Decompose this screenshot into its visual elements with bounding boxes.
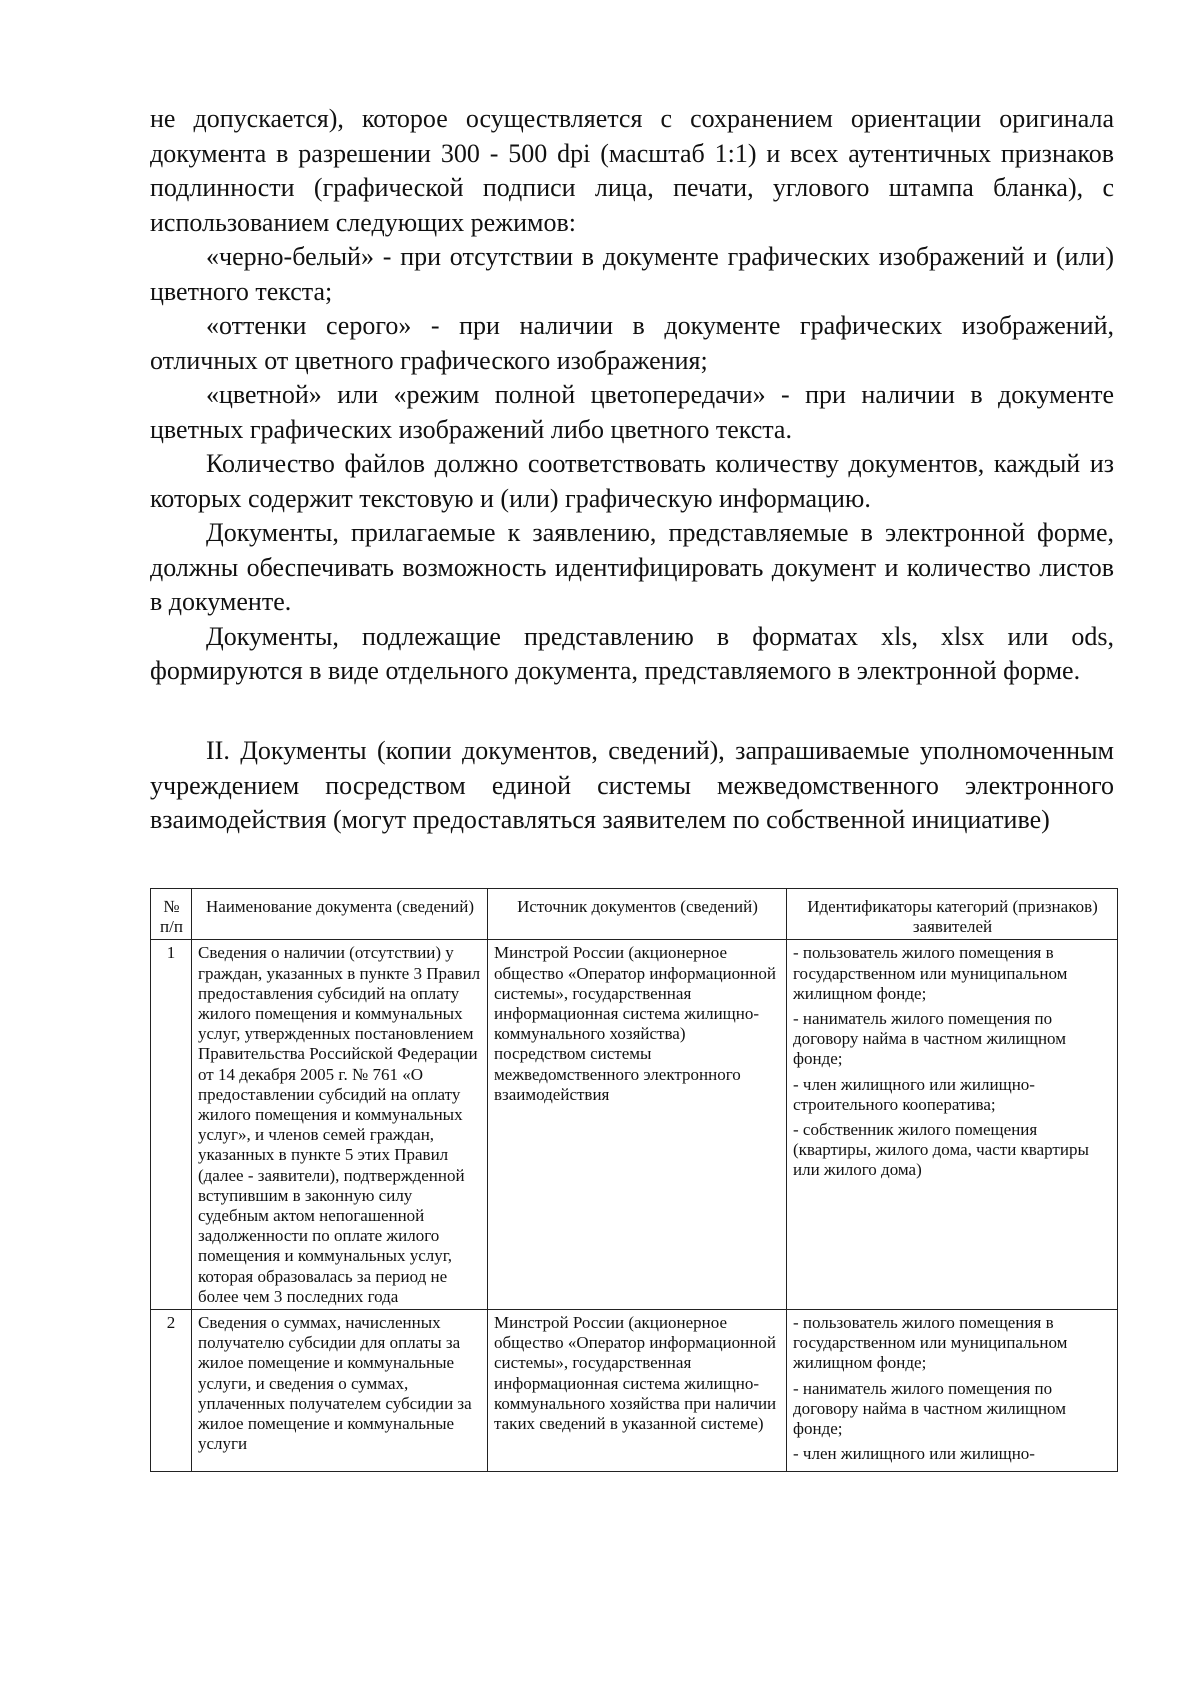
row-source: Минстрой России (акционерное общество «Оператор информационной системы», государственная информационная система жилищно-коммунального хозяйства при наличии таких сведений в указанной системе)	[488, 1310, 787, 1472]
paragraph-file-count: Количество файлов должно соответствовать количеству документов, каждый из которых содержит текстовую и (или) графическую информацию.	[150, 449, 1114, 513]
row-source: Минстрой России (акционерное общество «Оператор информационной системы», государственная информационная система жилищно-коммунального хозяйства) посредством системы межведомственного электронного взаимодействия	[488, 940, 787, 1310]
row-ids	[787, 1310, 1118, 1472]
applicant-category: - член жилищного или жилищно-строительного кооператива;	[793, 1074, 1035, 1114]
row-name: Сведения о суммах, начисленных получателю субсидии для оплаты за жилое помещение и коммунальные услуги, и сведения о суммах, уплаченных получателем субсидии за жилое помещение и коммунальные услуги	[192, 1310, 488, 1472]
applicant-category: - пользователь жилого помещения в государственном или муниципальном жилищном фонде;	[793, 943, 1068, 1003]
header-ids: Идентификаторы категорий (признаков) заявителей	[787, 889, 1118, 940]
table-row	[151, 1310, 1118, 1472]
section-heading: II. Документы (копии документов, сведений), запрашиваемые уполномоченным учреждением посредством единой системы межведомственного электронного взаимодействия (могут предоставляться заявителем по собственной инициативе)	[150, 736, 1114, 834]
table-header-row	[151, 889, 1118, 940]
paragraph-spreadsheet-formats: Документы, подлежащие представлению в форматах xls, xlsx или ods, формируются в виде отдельного документа, представляемого в электронной форме.	[150, 621, 1114, 685]
documents-table	[150, 888, 1118, 1472]
paragraph-electronic-docs: Документы, прилагаемые к заявлению, представляемые в электронной форме, должны обеспечивать возможность идентифицировать документ и количество листов в документе.	[150, 518, 1114, 616]
header-name: Наименование документа (сведений)	[192, 889, 488, 940]
header-num: № п/п	[151, 889, 192, 940]
header-source: Источник документов (сведений)	[488, 889, 787, 940]
paragraph-grayscale-mode: «оттенки серого» - при наличии в документе графических изображений, отличных от цветного графического изображения;	[150, 311, 1114, 375]
row-ids	[787, 940, 1118, 1310]
body-text	[150, 102, 1114, 689]
row-num: 1	[151, 940, 192, 1310]
applicant-category: - пользователь жилого помещения в государственном или муниципальном жилищном фонде;	[793, 1313, 1068, 1373]
applicant-category: - наниматель жилого помещения по договору найма в частном жилищном фонде;	[793, 1009, 1066, 1069]
applicant-category: - член жилищного или жилищно-	[793, 1444, 1035, 1464]
table-row	[151, 940, 1118, 1310]
row-name: Сведения о наличии (отсутствии) у граждан, указанных в пункте 3 Правил предоставления субсидий на оплату жилого помещения и коммунальных услуг, утвержденных постановлением Правительства Российской Федерации от 14 декабря 2005 г. № 761 «О предоставлении субсидий на оплату жилого помещения и коммунальных услуг», и членов семей граждан, указанных в пункте 5 этих Правил (далее - заявители), подтвержденной вступившим в законную силу судебным актом непогашенной задолженности по оплате жилого помещения и коммунальных услуг, которая образовалась за период не более чем 3 последних года	[192, 940, 488, 1310]
paragraph-bw-mode: «черно-белый» - при отсутствии в документе графических изображений и (или) цветного текста;	[150, 242, 1114, 306]
applicant-category: - наниматель жилого помещения по договору найма в частном жилищном фонде;	[793, 1378, 1066, 1439]
paragraph-color-mode: «цветной» или «режим полной цветопередачи» - при наличии в документе цветных графических изображений либо цветного текста.	[150, 380, 1114, 444]
paragraph-scan-requirements: не допускается), которое осуществляется с сохранением ориентации оригинала документа в разрешении 300 - 500 dpi (масштаб 1:1) и всех аутентичных признаков подлинности (графической подписи лица, печати, углового штампа бланка), с использованием следующих режимов:	[150, 104, 1114, 237]
applicant-category: - собственник жилого помещения (квартиры, жилого дома, части квартиры или жилого дома)	[793, 1120, 1089, 1180]
row-num: 2	[151, 1310, 192, 1472]
